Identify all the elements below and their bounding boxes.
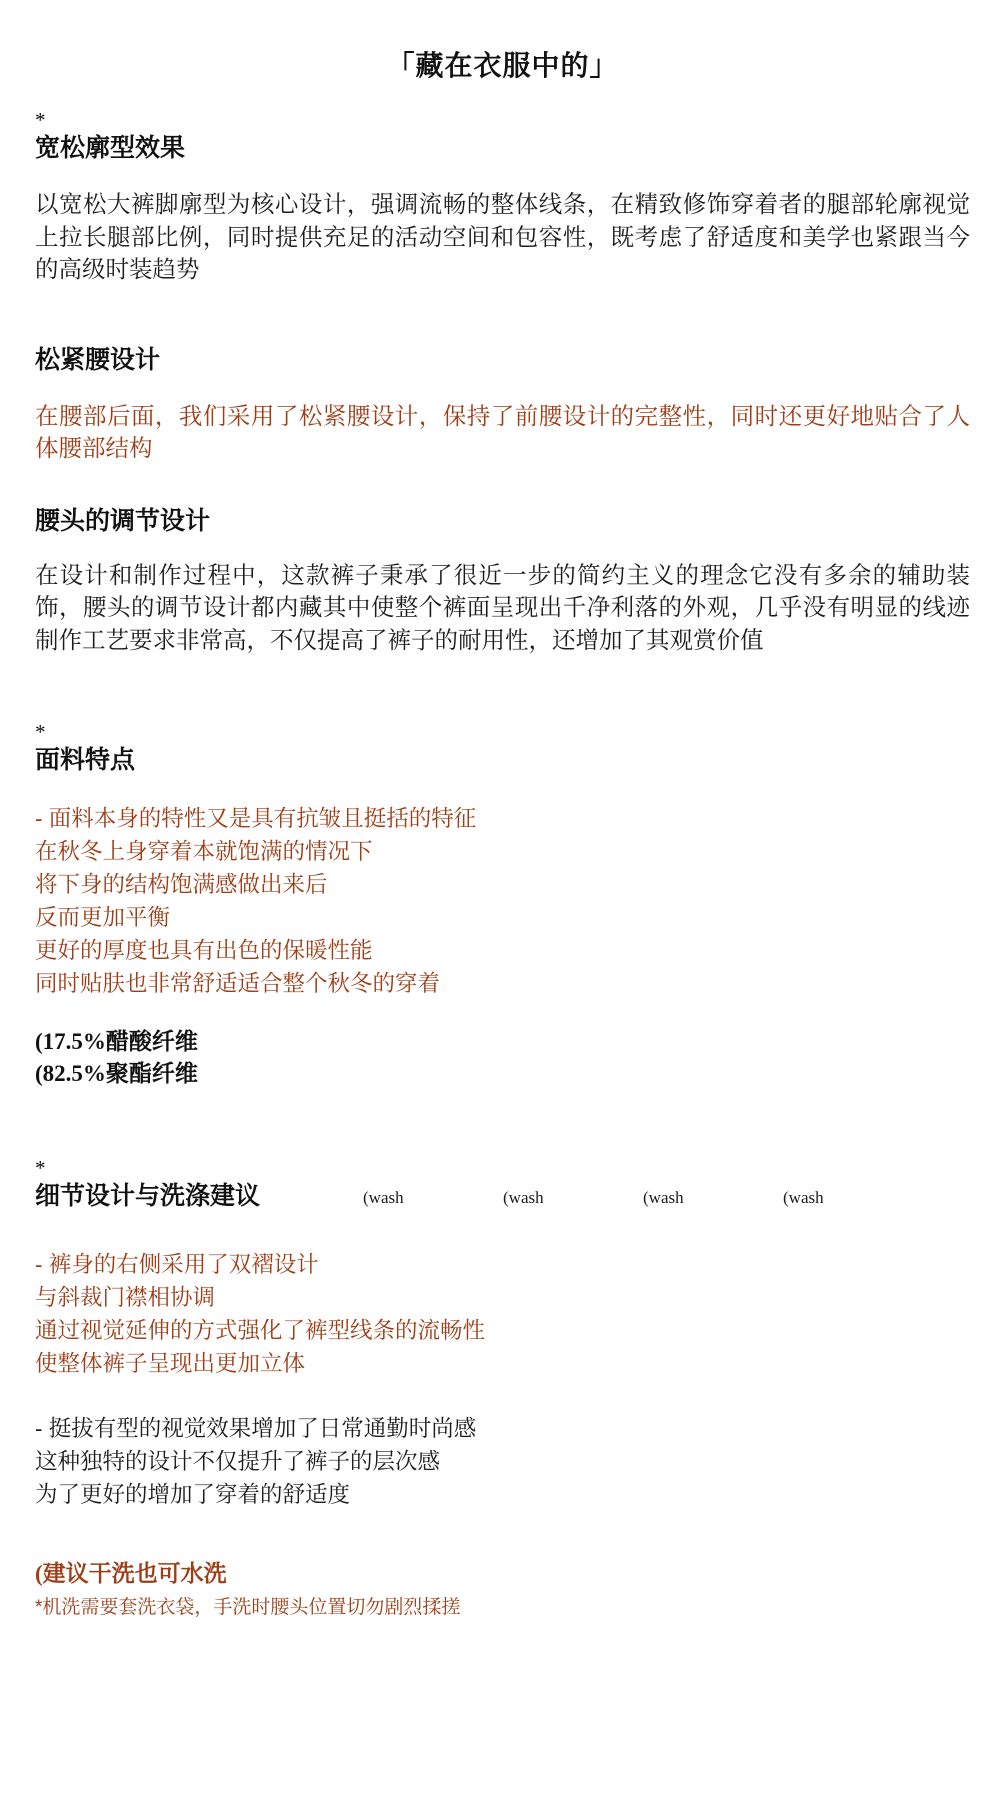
fabric-feature-list (35, 802, 970, 1000)
pleat-design-line: 使整体裤子呈现出更加立体 (35, 1351, 306, 1376)
fabric-composition-polyester: (82.5%聚酯纤维 (35, 1061, 198, 1086)
detail-washing-heading-row (35, 1182, 970, 1212)
section-body-waistband-adjustment: 在设计和制作过程中，这款裤子秉承了很近一步的简约主义的理念它没有多余的辅助装饰，腰头的调节设计都内藏其中使整个裤面呈现出千净利落的外观，几乎没有明显的线迹制作工艺要求非常高，不仅提高了裤子的耐用性，还增加了其观赏价值 (35, 561, 970, 653)
fabric-feature-line: 反而更加平衡 (35, 905, 171, 930)
wash-label: (wash (643, 1188, 684, 1207)
wash-label: (wash (503, 1188, 544, 1207)
wash-label: (wash (363, 1188, 404, 1207)
section-heading-elastic-waist: 松紧腰设计 (35, 346, 161, 374)
section-loose-silhouette (35, 108, 970, 286)
section-heading-detail-and-washing: 细节设计与洗涤建议 (35, 1183, 261, 1210)
pleat-design-line: 通过视觉延伸的方式强化了裤型线条的流畅性 (35, 1318, 486, 1343)
section-detail-and-washing (35, 1156, 970, 1621)
fabric-feature-line: 在秋冬上身穿着本就饱满的情况下 (35, 839, 373, 864)
fabric-feature-line: - 面料本身的特性又是具有抗皱且挺括的特征 (35, 806, 477, 831)
fabric-feature-line: 将下身的结构饱满感做出来后 (35, 872, 328, 897)
visual-effect-list (35, 1412, 970, 1511)
section-body-loose-silhouette: 以宽松大裤脚廓型为核心设计，强调流畅的整体线条，在精致修饰穿着者的腿部轮廓视觉上拉长腿部比例，同时提供充足的活动空间和包容性，既考虑了舒适度和美学也紧跟当今的高级时装趋势 (35, 191, 970, 282)
fabric-composition (35, 1026, 970, 1090)
section-fabric-features (35, 720, 970, 1090)
fabric-composition-acetate: (17.5%醋酸纤维 (35, 1029, 198, 1054)
section-marker: * (35, 1156, 46, 1180)
section-elastic-waist (35, 346, 970, 465)
fabric-feature-line: 同时贴肤也非常舒适适合整个秋冬的穿着 (35, 971, 441, 996)
visual-effect-line: 这种独特的设计不仅提升了裤子的层次感 (35, 1449, 441, 1474)
visual-effect-line: - 挺拔有型的视觉效果增加了日常通勤时尚感 (35, 1416, 477, 1441)
page-title: 「藏在衣服中的」 (386, 51, 619, 82)
pleat-design-line: 与斜裁门襟相协调 (35, 1285, 216, 1310)
section-marker: * (35, 108, 46, 132)
section-heading-waistband-adjustment: 腰头的调节设计 (35, 507, 211, 535)
section-heading-loose-silhouette: 宽松廓型效果 (35, 135, 186, 162)
fabric-feature-line: 更好的厚度也具有出色的保暖性能 (35, 938, 373, 963)
visual-effect-line: 为了更好的增加了穿着的舒适度 (35, 1482, 351, 1507)
section-waistband-adjustment (35, 507, 970, 657)
care-advice-note: *机洗需要套洗衣袋，手洗时腰头位置切勿剧烈揉搓 (35, 1597, 461, 1618)
pleat-design-list (35, 1248, 970, 1380)
care-advice-title: (建议干洗也可水洗 (35, 1561, 227, 1586)
wash-label: (wash (783, 1188, 824, 1207)
section-heading-fabric-features: 面料特点 (35, 747, 136, 774)
section-marker: * (35, 720, 46, 744)
section-body-elastic-waist: 在腰部后面，我们采用了松紧腰设计，保持了前腰设计的完整性，同时还更好地贴合了人体腰部结构 (35, 402, 970, 461)
pleat-design-line: - 裤身的右侧采用了双褶设计 (35, 1252, 319, 1277)
